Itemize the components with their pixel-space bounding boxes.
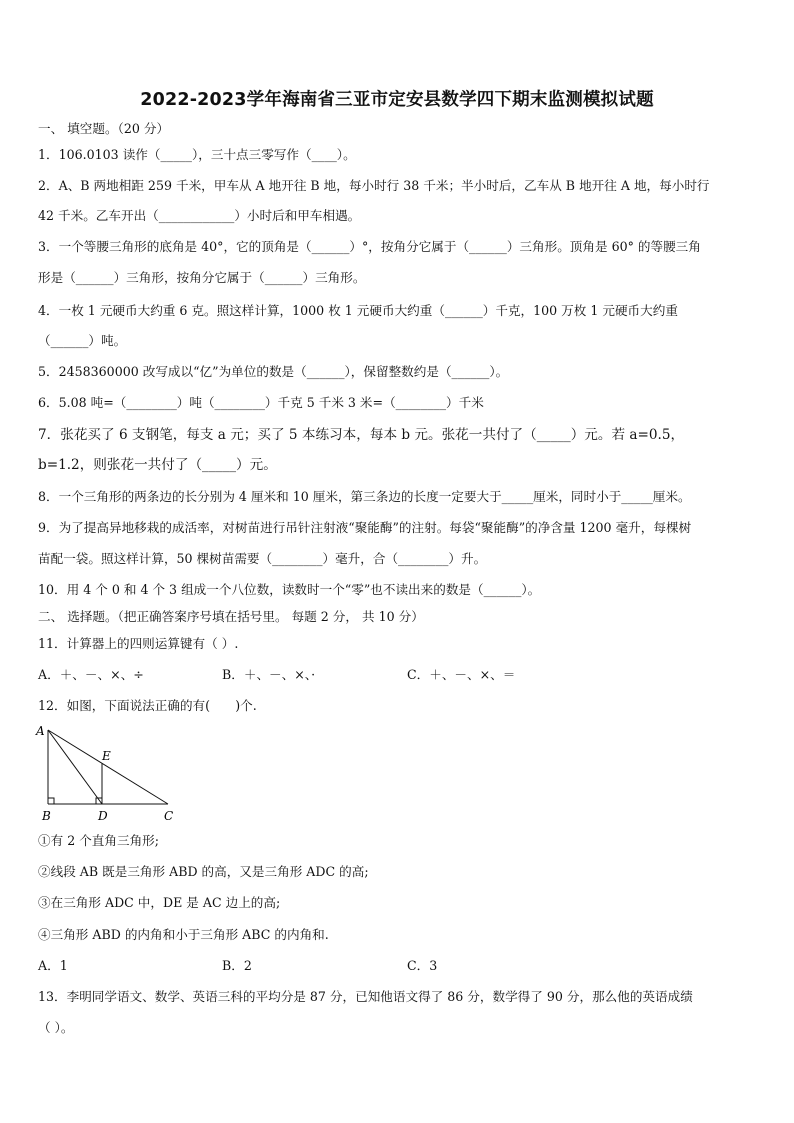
statement-1: ①有 2 个直角三角形; [38, 833, 160, 848]
triangle-figure [32, 722, 182, 824]
question-13-line-2: （ ）。 [38, 1020, 74, 1035]
section-header-fill-in: 一、 填空题。（20 分） [38, 121, 170, 136]
question-12-option-c: C．3 [407, 958, 438, 973]
question-9-line-2: 苗配一袋。照这样计算，50 棵树苗需要（________）毫升，合（________）升。 [38, 551, 487, 566]
question-11-option-c: C．＋、－、×、＝ [407, 667, 516, 682]
question-2-line-1: 2．A、B 两地相距 259 千米，甲车从 A 地开往 B 地，每小时行 38 千米；半小时后，乙车从 B 地开往 A 地，每小时行 [38, 178, 710, 193]
question-8: 8．一个三角形的两条边的长分别为 4 厘米和 10 厘米，第三条边的长度一定要大于_____厘米，同时小于_____厘米。 [38, 489, 691, 504]
question-6: 6．5.08 吨=（________）吨（________）千克 5 千米 3 米=（________）千米 [38, 395, 484, 410]
question-12-option-b: B．2 [222, 958, 252, 973]
question-7-line-1: 7．张花买了 6 支钢笔，每支 a 元；买了 5 本练习本，每本 b 元。张花一共付了（_____）元。若 a=0.5， [38, 427, 685, 443]
question-4-line-1: 4．一枚 1 元硬币大约重 6 克。照这样计算，1000 枚 1 元硬币大约重（______）千克，100 万枚 1 元硬币大约重 [38, 303, 678, 318]
question-12-option-a: A．1 [38, 958, 68, 973]
section-header-choice: 二、 选择题。（把正确答案序号填在括号里。 每题 2 分， 共 10 分） [38, 609, 424, 624]
question-9-line-1: 9．为了提高异地移栽的成活率，对树苗进行吊针注射液“聚能酶”的注射。每袋“聚能酶”的净含量 1200 毫升，每棵树 [38, 520, 692, 535]
label-c: C [164, 809, 174, 823]
statement-2: ②线段 AB 既是三角形 ABD 的高，又是三角形 ADC 的高; [38, 864, 369, 879]
question-3-line-2: 形是（______）三角形，按角分它属于（______）三角形。 [38, 270, 366, 285]
question-11-option-b: B．＋、－、×、· [222, 667, 316, 682]
segment-ad [48, 730, 102, 804]
question-12: 12．如图，下面说法正确的有( )个. [38, 698, 257, 713]
question-3-line-1: 3．一个等腰三角形的底角是 40°，它的顶角是（______）°，按角分它属于（______）三角形。顶角是 60° 的等腰三角 [38, 239, 701, 254]
label-e: E [102, 749, 111, 763]
question-11-option-a: A．＋、－、×、÷ [38, 667, 144, 682]
question-13-line-1: 13．李明同学语文、数学、英语三科的平均分是 87 分，已知他语文得了 86 分，数学得了 90 分，那么他的英语成绩 [38, 989, 693, 1004]
label-d: D [98, 809, 108, 823]
statement-3: ③在三角形 ADC 中，DE 是 AC 边上的高; [38, 895, 281, 910]
question-11: 11．计算器上的四则运算键有（ ）. [38, 636, 239, 651]
question-10: 10．用 4 个 0 和 4 个 3 组成一个八位数，读数时一个“零”也不读出来的数是（______）。 [38, 582, 541, 597]
question-5: 5．2458360000 改写成以“亿”为单位的数是（______），保留整数约是（______）。 [38, 364, 509, 379]
label-b: B [42, 809, 51, 823]
statement-4: ④三角形 ABD 的内角和小于三角形 ABC 的内角和. [38, 927, 329, 942]
right-angle-mark-b [48, 798, 54, 804]
page-title: 2022-2023学年海南省三亚市定安县数学四下期末监测模拟试题 [140, 90, 654, 110]
question-7-line-2: b=1.2，则张花一共付了（_____）元。 [38, 457, 277, 473]
question-2-line-2: 42 千米。乙车开出（____________）小时后和甲车相遇。 [38, 208, 361, 223]
question-4-line-2: （______）吨。 [38, 333, 127, 348]
question-1: 1．106.0103 读作（_____），三十点三零写作（____）。 [38, 147, 356, 162]
label-a: A [36, 724, 45, 738]
segment-ac [48, 730, 168, 804]
